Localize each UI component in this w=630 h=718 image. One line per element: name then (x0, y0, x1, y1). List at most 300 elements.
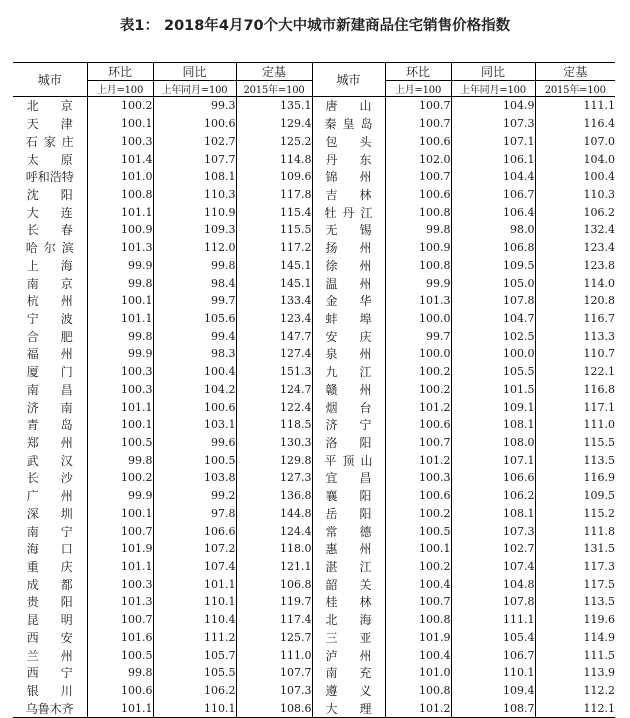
yoy-value-right: 108.1 (451, 416, 535, 434)
base-value-right: 111.0 (535, 416, 615, 434)
table-row (13, 522, 615, 540)
table-row (13, 469, 615, 487)
table-row (13, 292, 615, 310)
base-value-right: 110.3 (535, 186, 615, 204)
mom-value-right: 100.4 (385, 575, 451, 593)
yoy-value-right: 108.7 (451, 699, 535, 717)
base-value-left: 144.8 (236, 505, 312, 523)
yoy-value-left: 107.4 (153, 558, 236, 576)
yoy-value-right: 105.5 (451, 363, 535, 381)
yoy-value-right: 105.0 (451, 274, 535, 292)
city-name-right: 唐 山 (312, 97, 385, 115)
base-value-left: 129.8 (236, 451, 312, 469)
city-name-left: 深 圳 (26, 506, 73, 521)
yoy-value-left: 110.9 (153, 203, 236, 221)
header-base-sub-left: 2015年=100 (236, 81, 312, 97)
city-name-right: 常 德 (312, 522, 385, 540)
mom-value-left: 101.1 (87, 310, 153, 328)
city-name-right: 锦 州 (312, 168, 385, 186)
yoy-value-right: 106.1 (451, 150, 535, 168)
base-value-right: 100.4 (535, 168, 615, 186)
base-value-right: 116.8 (535, 381, 615, 399)
city-name-left: 银 川 (26, 684, 73, 699)
base-value-right: 113.9 (535, 664, 615, 682)
base-value-right: 106.2 (535, 203, 615, 221)
yoy-value-left: 99.3 (153, 97, 236, 115)
city-name-right: 韶 关 (312, 575, 385, 593)
base-value-right: 112.1 (535, 699, 615, 717)
mom-value-left: 100.5 (87, 646, 153, 664)
mom-value-right: 102.0 (385, 150, 451, 168)
yoy-value-left: 99.2 (153, 487, 236, 505)
yoy-value-right: 98.0 (451, 221, 535, 239)
city-name-left: 沈 阳 (26, 187, 73, 202)
base-value-left: 109.6 (236, 168, 312, 186)
city-name-right: 济 宁 (312, 416, 385, 434)
base-value-right: 114.9 (535, 629, 615, 647)
city-name-left: 济 南 (26, 400, 73, 415)
yoy-value-left: 105.5 (153, 664, 236, 682)
table-row (13, 540, 615, 558)
base-value-right: 113.5 (535, 593, 615, 611)
mom-value-left: 100.3 (87, 381, 153, 399)
mom-value-left: 100.2 (87, 97, 153, 115)
base-value-right: 117.3 (535, 558, 615, 576)
mom-value-right: 100.6 (385, 132, 451, 150)
base-value-right: 117.5 (535, 575, 615, 593)
table-row (13, 682, 615, 700)
mom-value-left: 101.3 (87, 239, 153, 257)
yoy-value-left: 99.8 (153, 256, 236, 274)
base-value-right: 115.5 (535, 434, 615, 452)
base-value-left: 111.0 (236, 646, 312, 664)
mom-value-left: 99.8 (87, 451, 153, 469)
base-value-right: 131.5 (535, 540, 615, 558)
city-name-left: 上 海 (26, 258, 73, 273)
header-city-right: 城市 (312, 63, 385, 97)
city-name-right: 襄 阳 (312, 487, 385, 505)
mom-value-left: 100.3 (87, 575, 153, 593)
city-name-right: 牡 丹 江 (312, 203, 385, 221)
yoy-value-right: 104.7 (451, 310, 535, 328)
base-value-left: 107.3 (236, 682, 312, 700)
mom-value-right: 100.3 (385, 469, 451, 487)
base-value-right: 111.8 (535, 522, 615, 540)
table-row (13, 451, 615, 469)
table-row (13, 150, 615, 168)
base-value-left: 115.4 (236, 203, 312, 221)
base-value-right: 113.3 (535, 327, 615, 345)
mom-value-right: 100.7 (385, 593, 451, 611)
mom-value-right: 101.2 (385, 398, 451, 416)
mom-value-right: 101.3 (385, 292, 451, 310)
table-row (13, 416, 615, 434)
base-value-left: 114.8 (236, 150, 312, 168)
city-name-left: 长 沙 (26, 471, 73, 486)
yoy-value-left: 110.1 (153, 699, 236, 717)
yoy-value-right: 107.8 (451, 593, 535, 611)
mom-value-left: 100.1 (87, 505, 153, 523)
header-yoy-sub-right: 上年同月=100 (451, 81, 535, 97)
mom-value-left: 99.8 (87, 274, 153, 292)
table-body (13, 97, 615, 718)
city-name-right: 安 庆 (312, 327, 385, 345)
header-base-left: 定基 (236, 63, 312, 81)
table-row (13, 115, 615, 133)
base-value-left: 130.3 (236, 434, 312, 452)
yoy-value-right: 104.9 (451, 97, 535, 115)
yoy-value-left: 112.0 (153, 239, 236, 257)
yoy-value-left: 101.1 (153, 575, 236, 593)
yoy-value-left: 110.1 (153, 593, 236, 611)
mom-value-right: 100.4 (385, 646, 451, 664)
yoy-value-left: 110.4 (153, 611, 236, 629)
city-name-left: 长 春 (26, 223, 73, 238)
mom-value-right: 101.2 (385, 451, 451, 469)
base-value-right: 115.2 (535, 505, 615, 523)
base-value-left: 117.8 (236, 186, 312, 204)
yoy-value-right: 107.8 (451, 292, 535, 310)
city-name-left: 北 京 (26, 99, 73, 114)
city-name-right: 温 州 (312, 274, 385, 292)
yoy-value-right: 105.4 (451, 629, 535, 647)
header-yoy-left: 同比 (153, 63, 236, 81)
table-row (13, 699, 615, 717)
yoy-value-right: 100.0 (451, 345, 535, 363)
base-value-right: 114.0 (535, 274, 615, 292)
mom-value-right: 100.9 (385, 239, 451, 257)
city-name-left: 福 州 (26, 347, 73, 362)
base-value-right: 123.4 (535, 239, 615, 257)
city-name-right: 泸 州 (312, 646, 385, 664)
header-yoy-right: 同比 (451, 63, 535, 81)
mom-value-right: 100.1 (385, 540, 451, 558)
mom-value-left: 100.7 (87, 522, 153, 540)
mom-value-left: 100.1 (87, 416, 153, 434)
base-value-right: 116.7 (535, 310, 615, 328)
yoy-value-right: 107.1 (451, 132, 535, 150)
yoy-value-left: 100.5 (153, 451, 236, 469)
yoy-value-left: 103.8 (153, 469, 236, 487)
yoy-value-right: 106.8 (451, 239, 535, 257)
header-yoy-sub-left: 上年同月=100 (153, 81, 236, 97)
yoy-value-right: 102.7 (451, 540, 535, 558)
base-value-right: 132.4 (535, 221, 615, 239)
mom-value-right: 100.6 (385, 416, 451, 434)
yoy-value-right: 106.6 (451, 469, 535, 487)
yoy-value-left: 97.8 (153, 505, 236, 523)
yoy-value-right: 108.1 (451, 505, 535, 523)
mom-value-right: 99.8 (385, 221, 451, 239)
mom-value-right: 100.6 (385, 186, 451, 204)
base-value-left: 129.4 (236, 115, 312, 133)
yoy-value-right: 106.7 (451, 186, 535, 204)
mom-value-left: 101.6 (87, 629, 153, 647)
base-value-left: 125.2 (236, 132, 312, 150)
mom-value-right: 99.9 (385, 274, 451, 292)
mom-value-left: 100.5 (87, 434, 153, 452)
mom-value-left: 100.3 (87, 363, 153, 381)
city-name-left: 西 安 (26, 630, 73, 645)
city-name-right: 赣 州 (312, 381, 385, 399)
yoy-value-right: 109.1 (451, 398, 535, 416)
base-value-right: 109.5 (535, 487, 615, 505)
table-row (13, 487, 615, 505)
table-row (13, 611, 615, 629)
base-value-left: 147.7 (236, 327, 312, 345)
city-name-left: 成 都 (26, 577, 73, 592)
yoy-value-right: 110.1 (451, 664, 535, 682)
city-name-left: 天 津 (26, 117, 73, 132)
base-value-right: 117.1 (535, 398, 615, 416)
base-value-right: 120.8 (535, 292, 615, 310)
table-header (13, 63, 615, 97)
yoy-value-left: 105.7 (153, 646, 236, 664)
mom-value-right: 100.0 (385, 345, 451, 363)
mom-value-left: 99.9 (87, 256, 153, 274)
header-mom-left: 环比 (87, 63, 153, 81)
city-name-left: 石 家 庄 (25, 134, 74, 149)
base-value-left: 133.4 (236, 292, 312, 310)
yoy-value-right: 106.7 (451, 646, 535, 664)
base-value-right: 116.9 (535, 469, 615, 487)
base-value-left: 108.6 (236, 699, 312, 717)
city-name-left: 南 昌 (26, 382, 73, 397)
table-row (13, 629, 615, 647)
city-name-right: 九 江 (312, 363, 385, 381)
yoy-value-right: 107.4 (451, 558, 535, 576)
base-value-left: 135.1 (236, 97, 312, 115)
yoy-value-right: 106.4 (451, 203, 535, 221)
city-name-left: 杭 州 (26, 294, 73, 309)
table-row (13, 132, 615, 150)
yoy-value-right: 107.1 (451, 451, 535, 469)
yoy-value-left: 109.3 (153, 221, 236, 239)
base-value-left: 145.1 (236, 274, 312, 292)
city-name-right: 湛 江 (312, 558, 385, 576)
yoy-value-left: 98.3 (153, 345, 236, 363)
base-value-left: 127.3 (236, 469, 312, 487)
mom-value-right: 101.9 (385, 629, 451, 647)
mom-value-left: 100.2 (87, 469, 153, 487)
mom-value-right: 100.6 (385, 487, 451, 505)
city-name-right: 宜 昌 (312, 469, 385, 487)
city-name-right: 岳 阳 (312, 505, 385, 523)
base-value-right: 122.1 (535, 363, 615, 381)
base-value-left: 118.5 (236, 416, 312, 434)
base-value-left: 123.4 (236, 310, 312, 328)
base-value-right: 111.1 (535, 97, 615, 115)
city-name-left: 西 宁 (26, 666, 73, 681)
city-name-left: 青 岛 (26, 418, 73, 433)
city-name-left: 海 口 (26, 542, 73, 557)
mom-value-right: 100.7 (385, 168, 451, 186)
base-value-left: 118.0 (236, 540, 312, 558)
yoy-value-right: 102.5 (451, 327, 535, 345)
yoy-value-left: 104.2 (153, 381, 236, 399)
city-name-left: 广 州 (26, 489, 73, 504)
base-value-right: 111.5 (535, 646, 615, 664)
base-value-right: 113.5 (535, 451, 615, 469)
city-name-left: 呼和浩特 (25, 170, 74, 185)
yoy-value-left: 100.4 (153, 363, 236, 381)
city-name-right: 秦 皇 岛 (312, 115, 385, 133)
mom-value-right: 100.2 (385, 381, 451, 399)
base-value-left: 124.4 (236, 522, 312, 540)
table-row (13, 646, 615, 664)
mom-value-right: 100.7 (385, 115, 451, 133)
mom-value-left: 101.1 (87, 203, 153, 221)
city-name-right: 北 海 (312, 611, 385, 629)
city-name-left: 宁 波 (26, 311, 73, 326)
yoy-value-left: 98.4 (153, 274, 236, 292)
city-name-right: 无 锡 (312, 221, 385, 239)
mom-value-left: 100.1 (87, 292, 153, 310)
yoy-value-left: 100.6 (153, 398, 236, 416)
city-name-right: 平 顶 山 (312, 451, 385, 469)
base-value-left: 127.4 (236, 345, 312, 363)
table-row (13, 381, 615, 399)
city-name-right: 桂 林 (312, 593, 385, 611)
mom-value-left: 99.8 (87, 327, 153, 345)
header-base-right: 定基 (535, 63, 615, 81)
mom-value-left: 100.8 (87, 186, 153, 204)
header-row-main (13, 63, 615, 81)
mom-value-right: 100.7 (385, 97, 451, 115)
mom-value-right: 100.8 (385, 256, 451, 274)
header-base-sub-right: 2015年=100 (535, 81, 615, 97)
city-name-left: 合 肥 (26, 329, 73, 344)
city-name-left: 重 庆 (26, 560, 73, 575)
city-name-left: 昆 明 (26, 613, 73, 628)
base-value-left: 124.7 (236, 381, 312, 399)
mom-value-right: 99.7 (385, 327, 451, 345)
mom-value-right: 100.7 (385, 434, 451, 452)
city-name-right: 三 亚 (312, 629, 385, 647)
city-name-right: 徐 州 (312, 256, 385, 274)
city-name-left: 太 原 (26, 152, 73, 167)
mom-value-right: 100.8 (385, 611, 451, 629)
yoy-value-left: 105.6 (153, 310, 236, 328)
header-mom-right: 环比 (385, 63, 451, 81)
mom-value-right: 100.8 (385, 682, 451, 700)
table-row (13, 168, 615, 186)
mom-value-left: 100.6 (87, 682, 153, 700)
mom-value-left: 101.3 (87, 593, 153, 611)
mom-value-right: 100.0 (385, 310, 451, 328)
yoy-value-right: 111.1 (451, 611, 535, 629)
base-value-right: 116.4 (535, 115, 615, 133)
yoy-value-left: 106.6 (153, 522, 236, 540)
table-row (13, 310, 615, 328)
table-row (13, 505, 615, 523)
table-row (13, 398, 615, 416)
city-name-right: 大 理 (312, 699, 385, 717)
base-value-left: 145.1 (236, 256, 312, 274)
mom-value-left: 100.7 (87, 611, 153, 629)
city-name-left: 哈 尔 滨 (25, 241, 74, 256)
base-value-left: 106.8 (236, 575, 312, 593)
city-name-right: 包 头 (312, 132, 385, 150)
base-value-right: 119.6 (535, 611, 615, 629)
yoy-value-left: 102.7 (153, 132, 236, 150)
base-value-right: 110.7 (535, 345, 615, 363)
yoy-value-left: 99.7 (153, 292, 236, 310)
city-name-left: 乌鲁木齐 (25, 701, 74, 716)
mom-value-right: 100.5 (385, 522, 451, 540)
city-name-right: 遵 义 (312, 682, 385, 700)
yoy-value-right: 109.5 (451, 256, 535, 274)
mom-value-left: 101.4 (87, 150, 153, 168)
table-row (13, 221, 615, 239)
table-title: 表1： 2018年4月70个大中城市新建商品住宅销售价格指数 (119, 18, 511, 34)
base-value-right: 104.0 (535, 150, 615, 168)
base-value-left: 151.3 (236, 363, 312, 381)
header-mom-sub-left: 上月=100 (87, 81, 153, 97)
city-name-left: 南 宁 (26, 524, 73, 539)
base-value-right: 107.0 (535, 132, 615, 150)
base-value-left: 107.7 (236, 664, 312, 682)
mom-value-left: 100.1 (87, 115, 153, 133)
yoy-value-left: 99.4 (153, 327, 236, 345)
mom-value-left: 99.8 (87, 664, 153, 682)
table-row (13, 203, 615, 221)
mom-value-right: 100.2 (385, 505, 451, 523)
table-row (13, 256, 615, 274)
city-name-right: 洛 阳 (312, 434, 385, 452)
yoy-value-left: 108.1 (153, 168, 236, 186)
base-value-left: 119.7 (236, 593, 312, 611)
city-name-right: 丹 东 (312, 150, 385, 168)
yoy-value-right: 104.8 (451, 575, 535, 593)
table-row (13, 186, 615, 204)
yoy-value-right: 107.3 (451, 115, 535, 133)
city-name-right: 烟 台 (312, 398, 385, 416)
table-row (13, 664, 615, 682)
yoy-value-right: 106.2 (451, 487, 535, 505)
city-name-left: 厦 门 (26, 365, 73, 380)
city-name-right: 吉 林 (312, 186, 385, 204)
city-name-right: 金 华 (312, 292, 385, 310)
yoy-value-right: 109.4 (451, 682, 535, 700)
yoy-value-left: 111.2 (153, 629, 236, 647)
city-name-right: 蚌 埠 (312, 310, 385, 328)
yoy-value-left: 107.7 (153, 150, 236, 168)
table-row (13, 274, 615, 292)
yoy-value-right: 107.3 (451, 522, 535, 540)
city-name-right: 南 充 (312, 664, 385, 682)
yoy-value-left: 99.6 (153, 434, 236, 452)
mom-value-left: 101.0 (87, 168, 153, 186)
table-row (13, 593, 615, 611)
base-value-right: 123.8 (535, 256, 615, 274)
base-value-left: 125.7 (236, 629, 312, 647)
city-name-right: 扬 州 (312, 239, 385, 257)
header-city-left: 城市 (13, 63, 87, 97)
price-index-table (13, 62, 615, 718)
header-mom-sub-right: 上月=100 (385, 81, 451, 97)
table-row (13, 363, 615, 381)
base-value-left: 117.4 (236, 611, 312, 629)
yoy-value-left: 106.2 (153, 682, 236, 700)
city-name-left: 郑 州 (26, 436, 73, 451)
city-name-left: 武 汉 (26, 453, 73, 468)
table-row (13, 434, 615, 452)
mom-value-left: 101.1 (87, 398, 153, 416)
yoy-value-left: 107.2 (153, 540, 236, 558)
city-name-right: 惠 州 (312, 540, 385, 558)
yoy-value-right: 104.4 (451, 168, 535, 186)
